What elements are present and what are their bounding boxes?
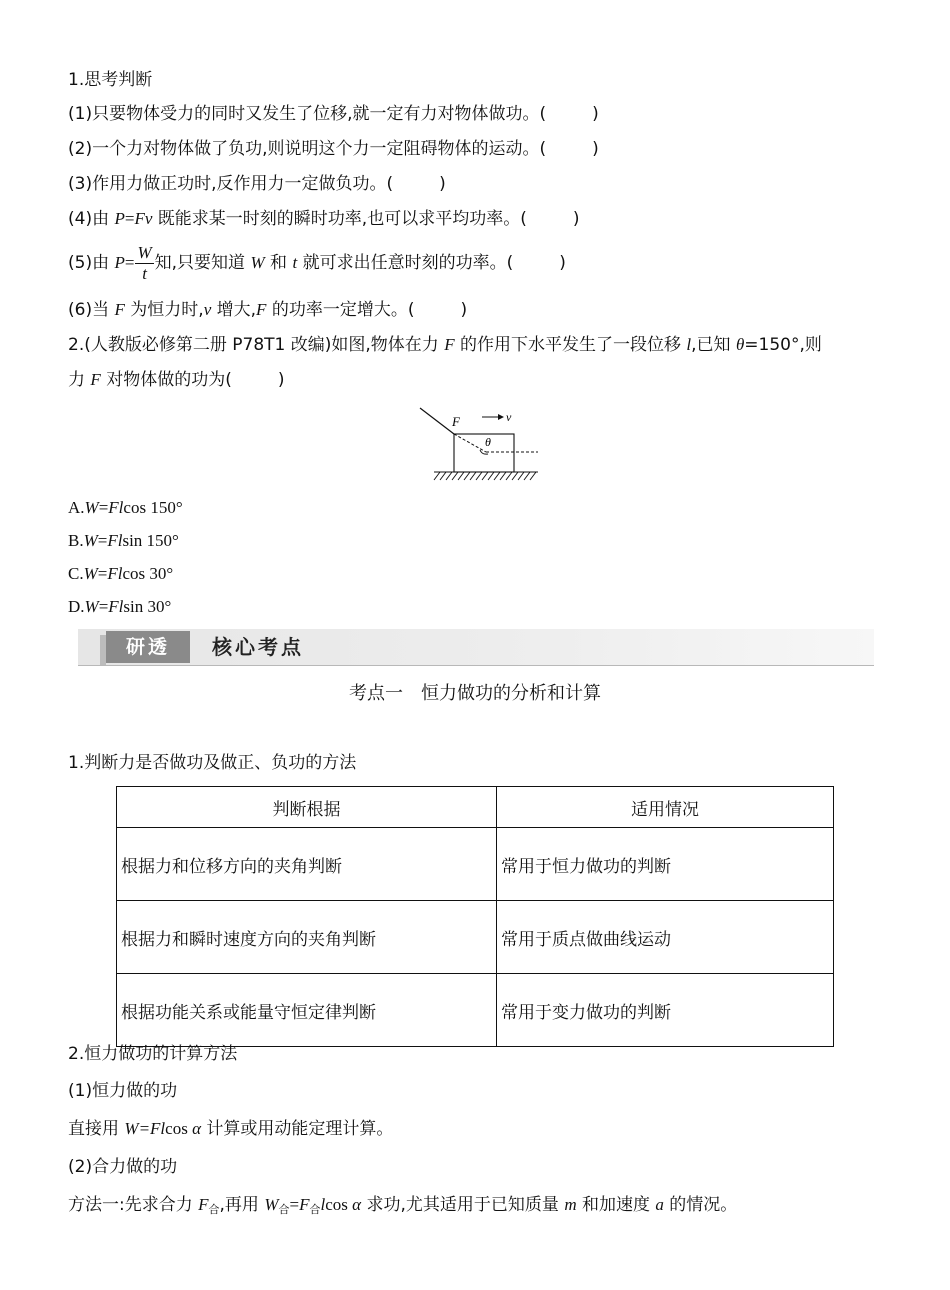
var-w: W — [84, 597, 99, 616]
var-alpha: α — [352, 1195, 362, 1214]
equals-sign: = — [98, 498, 109, 517]
var-l: l — [320, 1195, 326, 1214]
equals-sign: = — [124, 253, 135, 272]
close-paren: ) — [559, 253, 566, 273]
var-t: t — [292, 253, 298, 272]
option-letter: D. — [68, 597, 85, 616]
option-rest: cos 150° — [123, 498, 183, 517]
part1-heading: 1.判断力是否做功及做正、负功的方法 — [68, 753, 357, 773]
var-f: F — [299, 1195, 310, 1214]
block — [454, 434, 514, 472]
cos-text: cos — [325, 1195, 353, 1214]
judge-item-4-text-b: 既能求某一时刻的瞬时功率,也可以求平均功率。( — [152, 209, 527, 229]
subscript-he: 合 — [309, 1203, 321, 1216]
judge-item-6-text-d: 的功率一定增大。( — [266, 300, 415, 320]
theta-label: θ — [485, 435, 491, 449]
option-letter: C. — [68, 564, 84, 583]
option-d[interactable] — [68, 595, 171, 619]
question-2-stem — [68, 333, 822, 357]
var-v: v — [203, 300, 212, 319]
option-c[interactable] — [68, 562, 173, 586]
var-a: a — [655, 1195, 664, 1214]
force-arrow-line — [420, 408, 454, 434]
method1-text-d: 和加速度 — [576, 1195, 656, 1215]
var-f: F — [256, 300, 267, 319]
var-w: W — [83, 531, 98, 550]
var-f: F — [198, 1195, 209, 1214]
var-f: F — [444, 335, 455, 354]
table-cell: 常用于恒力做功的判断 — [497, 828, 834, 901]
judge-item-5 — [68, 240, 566, 286]
close-paren: ) — [592, 139, 599, 159]
judge-item-5-text-b: 知,只要知道 — [154, 253, 251, 273]
banner-rule — [78, 665, 874, 666]
var-fl: Fl — [107, 564, 123, 583]
section-banner — [78, 629, 874, 667]
part2-heading: 2.恒力做功的计算方法 — [68, 1044, 238, 1064]
table-cell: 根据功能关系或能量守恒定律判断 — [117, 974, 497, 1047]
part2-sub2: (2)合力做的功 — [68, 1157, 178, 1177]
var-fl: Fl — [108, 597, 124, 616]
velocity-label: v — [506, 410, 512, 424]
question-2-stem-a: 2.(人教版必修第二册 P78T1 改编)如图,物体在力 — [68, 335, 445, 355]
equals-sign: = — [98, 597, 109, 616]
judge-item-3 — [68, 172, 446, 196]
var-alpha: α — [192, 1119, 202, 1138]
equals-sign: = — [97, 564, 108, 583]
close-paren: ) — [572, 209, 580, 229]
var-w: W — [264, 1195, 279, 1214]
var-fl: Fl — [107, 531, 123, 550]
part2-sub1: (1)恒力做的功 — [68, 1081, 178, 1101]
part2-method1 — [68, 1193, 737, 1222]
var-fv: Fv — [134, 209, 153, 228]
var-w: W — [250, 253, 265, 272]
judgement-table — [116, 786, 834, 1047]
close-paren: ) — [439, 174, 446, 194]
option-b[interactable] — [68, 529, 179, 553]
table-cell: 根据力和瞬时速度方向的夹角判断 — [117, 901, 497, 974]
method1-text-a: 方法一:先求合力 — [68, 1195, 199, 1215]
table-row — [117, 828, 834, 901]
banner-background — [78, 629, 874, 665]
table-header-basis: 判断根据 — [117, 787, 497, 828]
judge-item-6 — [68, 298, 467, 322]
fraction-w-over-t — [135, 243, 153, 284]
velocity-arrowhead — [498, 414, 504, 420]
formula-w-fl: W=Fl — [124, 1119, 166, 1138]
question-2-stem-d: =150°,则 — [744, 335, 822, 355]
sub1-text-a: 直接用 — [68, 1119, 125, 1139]
section1-heading: 1.思考判断 — [68, 70, 153, 90]
force-extension-dashed — [454, 434, 486, 452]
subscript-he: 合 — [208, 1203, 220, 1216]
judge-item-2-text: (2)一个力对物体做了负功,则说明这个力一定阻碍物体的运动。( — [68, 139, 547, 159]
var-fl: Fl — [108, 498, 124, 517]
option-rest: sin 150° — [122, 531, 179, 550]
var-p: P — [114, 209, 125, 228]
cos-text: cos — [165, 1119, 193, 1138]
judge-item-6-text-c: 增大, — [211, 300, 257, 320]
question-2-stem-line2 — [68, 368, 284, 392]
var-f: F — [90, 370, 101, 389]
table-cell: 常用于变力做功的判断 — [497, 974, 834, 1047]
part2-sub1-text — [68, 1117, 393, 1141]
var-p: P — [114, 253, 125, 272]
method1-text-c: 求功,尤其适用于已知质量 — [361, 1195, 565, 1215]
option-rest: cos 30° — [122, 564, 174, 583]
table-cell: 根据力和位移方向的夹角判断 — [117, 828, 497, 901]
judge-item-4-text-a: (4)由 — [68, 209, 115, 229]
option-letter: B. — [68, 531, 84, 550]
var-m: m — [564, 1195, 577, 1214]
method1-text-e: 的情况。 — [663, 1195, 738, 1215]
judge-item-5-text-d: 就可求出任意时刻的功率。( — [297, 253, 514, 273]
equals-sign: = — [97, 531, 108, 550]
judge-item-3-text: (3)作用力做正功时,反作用力一定做负功。( — [68, 174, 394, 194]
sub1-text-b: 计算或用动能定理计算。 — [201, 1119, 394, 1139]
judge-item-4 — [68, 207, 580, 231]
subscript-he: 合 — [278, 1203, 290, 1216]
force-block-diagram — [410, 404, 550, 486]
topic-title: 考点一 恒力做功的分析和计算 — [349, 683, 601, 704]
judge-item-5-text-c: 和 — [264, 253, 293, 273]
force-label: F — [452, 414, 460, 429]
var-w: W — [84, 498, 99, 517]
table-row — [117, 974, 834, 1047]
judge-item-1-text: (1)只要物体受力的同时又发生了位移,就一定有力对物体做功。( — [68, 104, 547, 124]
banner-title: 核心考点 — [212, 635, 304, 659]
var-f: F — [114, 300, 125, 319]
judge-item-1 — [68, 102, 599, 126]
var-w: W — [83, 564, 98, 583]
equals-sign: = — [289, 1195, 300, 1214]
table-header-applicable: 适用情况 — [497, 787, 834, 828]
equals-sign: = — [124, 209, 135, 228]
judge-item-5-text-a: (5)由 — [68, 253, 115, 273]
question-2-stem-b: 的作用下水平发生了一段位移 — [454, 335, 687, 355]
banner-tag: 研透 — [106, 631, 190, 663]
option-a[interactable] — [68, 496, 183, 520]
table-row — [117, 901, 834, 974]
table-header-row — [117, 787, 834, 828]
close-paren: ) — [592, 104, 599, 124]
fraction-numerator: W — [137, 242, 152, 262]
method1-text-b: ,再用 — [219, 1195, 265, 1215]
question-2-line2-b: 对物体做的功为( — [100, 370, 232, 390]
var-theta: θ — [735, 335, 745, 354]
close-paren: ) — [277, 370, 285, 390]
option-letter: A. — [68, 498, 85, 517]
ground-hatching — [434, 472, 536, 480]
question-2-stem-c: ,已知 — [691, 335, 736, 355]
close-paren: ) — [460, 300, 468, 320]
judge-item-6-text-b: 为恒力时, — [124, 300, 204, 320]
judge-item-6-text-a: (6)当 — [68, 300, 115, 320]
question-2-line2-a: 力 — [68, 370, 91, 390]
judge-item-2 — [68, 137, 599, 161]
fraction-denominator: t — [142, 263, 147, 283]
option-rest: sin 30° — [123, 597, 172, 616]
var-l: l — [686, 335, 692, 354]
table-cell: 常用于质点做曲线运动 — [497, 901, 834, 974]
